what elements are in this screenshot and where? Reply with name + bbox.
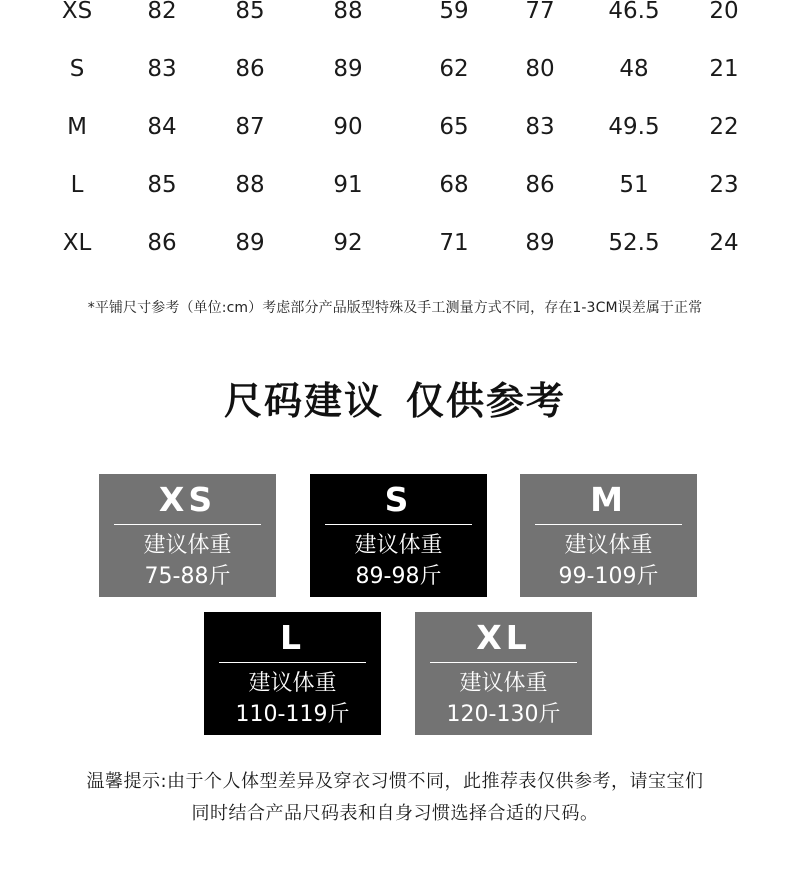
size-advice-title-sub: 仅供参考 bbox=[406, 379, 567, 423]
measurement-cell: 20 bbox=[709, 0, 739, 24]
recommendation-label: 建议体重 bbox=[459, 671, 548, 696]
measurement-cell: 83 bbox=[147, 56, 177, 82]
measurement-cell: 22 bbox=[709, 114, 739, 140]
recommendation-weight-range: 120-130斤 bbox=[446, 702, 561, 727]
size-advice-title-main: 尺码建议 bbox=[223, 379, 384, 423]
tips-line: 温馨提示:由于个人体型差异及穿衣习惯不同，此推荐表仅供参考，请宝宝们 bbox=[86, 771, 704, 792]
measurement-cell: 82 bbox=[147, 0, 177, 24]
measurement-cell: 92 bbox=[333, 230, 363, 256]
measurement-cell: 89 bbox=[333, 56, 363, 82]
measurement-cell: 86 bbox=[235, 56, 265, 82]
measurement-cell: 86 bbox=[147, 230, 177, 256]
measurement-cell: 23 bbox=[709, 172, 739, 198]
recommendation-size: L bbox=[279, 618, 306, 657]
measurement-cell: 52.5 bbox=[608, 230, 660, 256]
recommendation-size: XS bbox=[158, 480, 217, 519]
recommendation-weight-range: 110-119斤 bbox=[235, 702, 350, 727]
table-row bbox=[0, 49, 790, 89]
size-recommendation-xs bbox=[99, 474, 276, 597]
measurement-cell: 90 bbox=[333, 114, 363, 140]
divider bbox=[114, 524, 261, 525]
measurement-cell: 88 bbox=[333, 0, 363, 24]
measurement-cell: 77 bbox=[525, 0, 555, 24]
measurement-cell: 21 bbox=[709, 56, 739, 82]
tips-line: 同时结合产品尺码表和自身习惯选择合适的尺码。 bbox=[191, 803, 599, 824]
measurement-cell: 48 bbox=[619, 56, 649, 82]
measurement-cell: 88 bbox=[235, 172, 265, 198]
size-cell: M bbox=[67, 114, 87, 140]
size-recommendation-s bbox=[310, 474, 487, 597]
measurement-cell: 91 bbox=[333, 172, 363, 198]
measurement-cell: 85 bbox=[147, 172, 177, 198]
recommendation-label: 建议体重 bbox=[248, 671, 337, 696]
measurement-cell: 87 bbox=[235, 114, 265, 140]
measurement-cell: 80 bbox=[525, 56, 555, 82]
measurement-cell: 68 bbox=[439, 172, 469, 198]
size-cell: S bbox=[69, 56, 85, 82]
measurement-cell: 84 bbox=[147, 114, 177, 140]
table-row bbox=[0, 165, 790, 205]
recommendation-label: 建议体重 bbox=[564, 533, 653, 558]
table-row bbox=[0, 0, 790, 31]
divider bbox=[219, 662, 366, 663]
measurement-cell: 62 bbox=[439, 56, 469, 82]
size-recommendation-l bbox=[204, 612, 381, 735]
measurement-cell: 85 bbox=[235, 0, 265, 24]
size-advice-title bbox=[0, 374, 790, 428]
measurement-cell: 46.5 bbox=[608, 0, 660, 24]
recommendation-size: S bbox=[384, 480, 413, 519]
measurement-cell: 71 bbox=[439, 230, 469, 256]
recommendation-size: XL bbox=[476, 618, 531, 657]
measurement-cell: 49.5 bbox=[608, 114, 660, 140]
table-row bbox=[0, 223, 790, 263]
measurement-cell: 89 bbox=[235, 230, 265, 256]
recommendation-weight-range: 89-98斤 bbox=[355, 564, 442, 589]
size-cell: XL bbox=[62, 230, 92, 256]
measurement-cell: 65 bbox=[439, 114, 469, 140]
measurement-cell: 24 bbox=[709, 230, 739, 256]
recommendation-weight-range: 75-88斤 bbox=[144, 564, 231, 589]
divider bbox=[535, 524, 682, 525]
recommendation-weight-range: 99-109斤 bbox=[558, 564, 659, 589]
measurement-cell: 51 bbox=[619, 172, 649, 198]
recommendation-size: M bbox=[590, 480, 627, 519]
table-row bbox=[0, 107, 790, 147]
measurement-cell: 59 bbox=[439, 0, 469, 24]
measurement-footnote: *平铺尺寸参考（单位:cm）考虑部分产品版型特殊及手工测量方式不同，存在1-3CM误差属于正常 bbox=[87, 300, 703, 316]
size-cell: XS bbox=[61, 0, 93, 24]
measurement-cell: 86 bbox=[525, 172, 555, 198]
size-recommendation-m bbox=[520, 474, 697, 597]
recommendation-label: 建议体重 bbox=[143, 533, 232, 558]
measurement-cell: 83 bbox=[525, 114, 555, 140]
size-recommendation-xl bbox=[415, 612, 592, 735]
size-cell: L bbox=[70, 172, 84, 198]
recommendation-label: 建议体重 bbox=[354, 533, 443, 558]
divider bbox=[325, 524, 472, 525]
divider bbox=[430, 662, 577, 663]
measurement-cell: 89 bbox=[525, 230, 555, 256]
